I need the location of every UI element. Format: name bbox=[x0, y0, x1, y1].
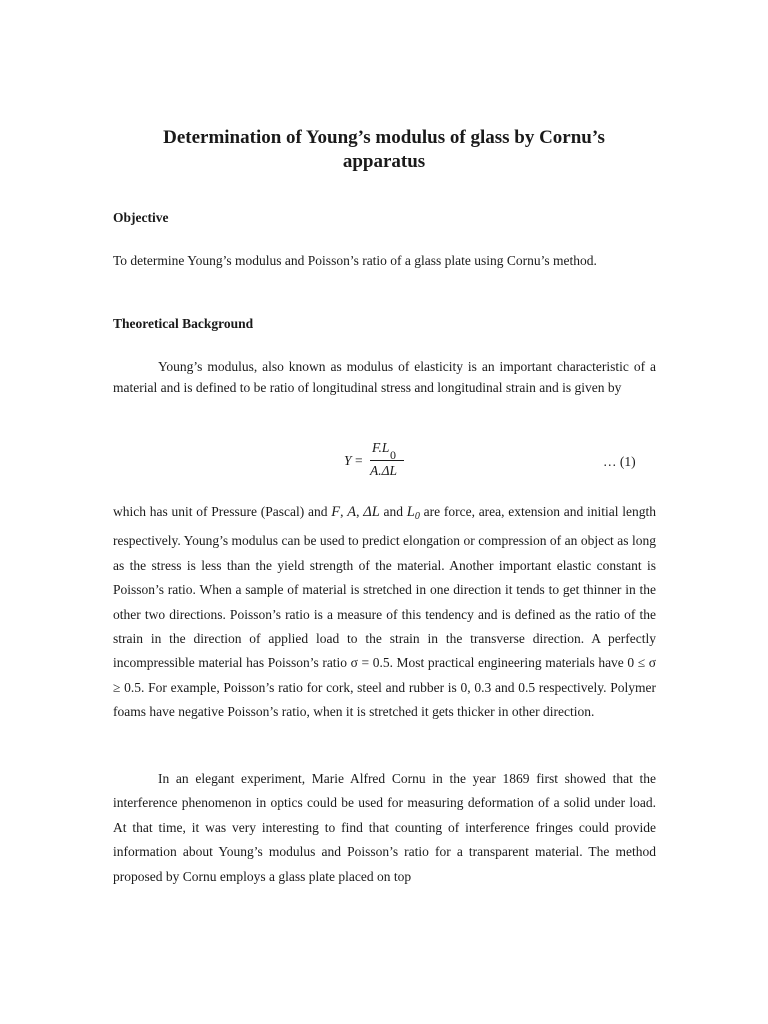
equation-fraction-bar bbox=[370, 460, 404, 461]
equation-lhs: Y bbox=[344, 453, 352, 468]
separator: , bbox=[340, 504, 348, 519]
equation-numerator-subscript: 0 bbox=[390, 448, 396, 462]
paragraph-2-start: which has unit of Pressure (Pascal) and bbox=[113, 504, 332, 519]
theory-heading: Theoretical Background bbox=[113, 316, 254, 331]
title-line-2: apparatus bbox=[342, 151, 426, 172]
objective-heading: Objective bbox=[113, 210, 169, 225]
symbol-length: L bbox=[406, 504, 415, 520]
youngs-modulus-equation bbox=[340, 436, 430, 486]
document-title bbox=[100, 126, 668, 174]
objective-text: To determine Young’s modulus and Poisson’s ratio of a glass plate using Cornu’s method. bbox=[113, 253, 597, 268]
separator: and bbox=[379, 504, 407, 519]
equation-numerator: F.L bbox=[372, 440, 390, 455]
title-line-1: Determination of Young’s modulus of glass by Cornu’s bbox=[163, 127, 605, 148]
equation-reference: … (1) bbox=[603, 454, 636, 469]
symbol-extension: ΔL bbox=[363, 504, 380, 520]
paragraph-2-rest: are force, area, extension and initial length respectively. Young’s modulus can be used to predict elongation or compression of an object as long as the stress is less than the yield strength of the material. Another important elastic constant is Poisson’s ratio. When a sample of material is stretched in one direction it tends to get thinner in the other two directions. Poisson’s ratio is a measure of this tendency and is defined as the ratio of the strain in the direction of applied load to the strain in the transverse direction. A perfectly incompressible material has Poisson’s ratio σ = 0.5. Most practical engineering materials have 0 ≤ σ ≥ 0.5. For example, Poisson’s ratio for cork, steel and rubber is 0, 0.3 and 0.5 respectively. Polymer foams have negative Poisson’s ratio, when it is stretched it gets thicker in other direction. bbox=[113, 504, 657, 720]
theory-paragraph-2 bbox=[113, 500, 656, 725]
symbol-force: F bbox=[331, 504, 341, 520]
separator: , bbox=[356, 504, 364, 519]
theory-paragraph-3: In an elegant experiment, Marie Alfred Cornu in the year 1869 first showed that the interference phenomenon in optics could be used for measuring deformation of a solid under load. At that time, it was very interesting to find that counting of interference fringes could provide information about Young’s modulus and Poisson’s ratio for a transparent material. The method proposed by Cornu employs a glass plate placed on top bbox=[113, 771, 656, 884]
symbol-length-subscript: 0 bbox=[414, 511, 420, 522]
symbol-area: A bbox=[347, 504, 357, 520]
equation-equals: = bbox=[355, 453, 363, 468]
equation-denominator: A.ΔL bbox=[370, 463, 398, 478]
theory-paragraph-1: Young’s modulus, also known as modulus of elasticity is an important characteristic of a material and is defined to be ratio of longitudinal stress and longitudinal strain and is given by bbox=[113, 359, 656, 395]
